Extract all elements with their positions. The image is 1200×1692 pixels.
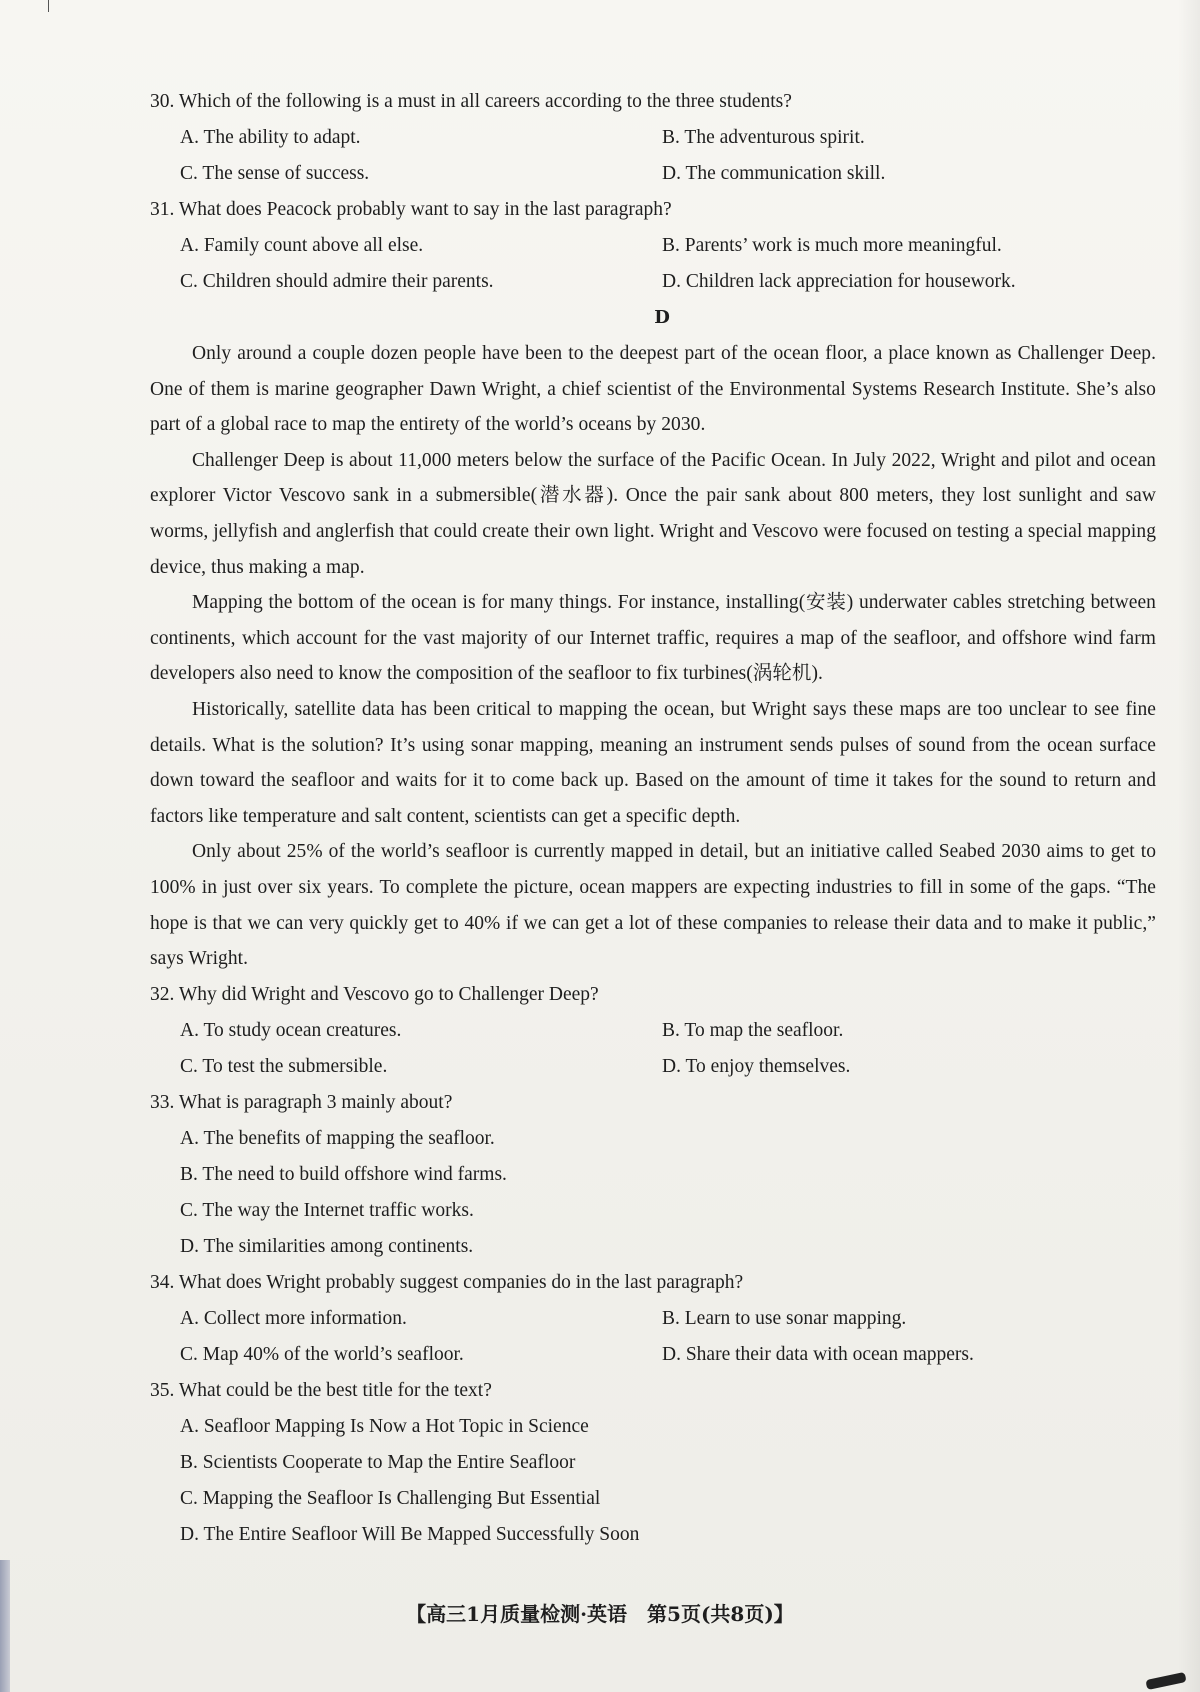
option-d: D. The communication skill. — [662, 163, 886, 184]
option-c: C. To test the submersible. — [180, 1055, 388, 1077]
passage-paragraph-2: Challenger Deep is about 11,000 meters below the surface of the Pacific Ocean. In July 2022, Wright and pilot and ocean explorer Victor Vescovo sank in a submersible(潜水器). Once the pair sank about 800 meters, they lost sunlight and saw worms, jellyfish and anglerfish that could create their own light. Wright and Vescovo were focused on testing a special mapping device, thus making a map. — [150, 449, 1156, 578]
option-d: D. The similarities among continents. — [180, 1235, 474, 1257]
passage-paragraph-5: Only about 25% of the world’s seafloor is currently mapped in detail, but an initiative called Seabed 2030 aims to get to 100% in just over six years. To complete the picture, ocean mappers are expecting industries to fill in some of the gaps. “The hope is that we can very quickly get to 40% if we can get a lot of these companies to release their data and to make it public,” says Wright. — [150, 841, 1156, 970]
question-stem: 34. What does Wright probably suggest companies do in the last paragraph? — [150, 1271, 744, 1293]
scan-mark — [48, 0, 49, 12]
option-c: C. The sense of success. — [180, 163, 370, 184]
option-b: B. Parents’ work is much more meaningful. — [662, 235, 1002, 256]
option-b: B. The need to build offshore wind farms. — [180, 1163, 507, 1185]
option-b: B. The adventurous spirit. — [662, 127, 865, 148]
question-stem: 32. Why did Wright and Vescovo go to Challenger Deep? — [150, 983, 599, 1005]
option-a: A. The benefits of mapping the seafloor. — [180, 1127, 495, 1149]
question-31 — [150, 192, 1156, 300]
page-footer: 【高三1月质量检测·英语 第5页(共8页)】 — [406, 1602, 794, 1626]
passage-paragraph-3: Mapping the bottom of the ocean is for many things. For instance, installing(安装) underwater cables stretching between continents, which account for the vast majority of our Internet traffic, requires a map of the seafloor, and offshore wind farm developers also need to know the composition of the seafloor to fix turbines(涡轮机). — [150, 592, 1156, 685]
question-34 — [150, 1265, 1156, 1373]
option-c: C. The way the Internet traffic works. — [180, 1199, 474, 1221]
option-c: C. Map 40% of the world’s seafloor. — [180, 1343, 464, 1365]
option-d: D. Share their data with ocean mappers. — [662, 1343, 974, 1365]
option-b: B. Learn to use sonar mapping. — [662, 1307, 907, 1329]
question-30 — [150, 84, 1156, 192]
option-c: C. Children should admire their parents. — [180, 271, 494, 292]
section-heading: D — [654, 307, 670, 328]
option-b: B. Scientists Cooperate to Map the Entire Seafloor — [180, 1451, 576, 1473]
page-shadow — [1178, 0, 1200, 1692]
question-32 — [150, 977, 1156, 1085]
option-a: A. Collect more information. — [180, 1307, 407, 1329]
exam-content — [150, 84, 1156, 1553]
option-d: D. To enjoy themselves. — [662, 1055, 851, 1077]
question-stem: 30. Which of the following is a must in all careers according to the three students? — [150, 91, 792, 112]
passage-paragraph-1: Only around a couple dozen people have been to the deepest part of the ocean floor, a place known as Challenger Deep. One of them is marine geographer Dawn Wright, a chief scientist of the Environmental Systems Research Institute. She’s also part of a global race to map the entirety of the world’s oceans by 2030. — [150, 343, 1156, 436]
option-a: A. Family count above all else. — [180, 235, 424, 256]
option-c: C. Mapping the Seafloor Is Challenging But Essential — [180, 1487, 601, 1509]
option-d: D. Children lack appreciation for housework. — [662, 271, 1016, 292]
option-b: B. To map the seafloor. — [662, 1019, 844, 1041]
option-a: A. The ability to adapt. — [180, 127, 361, 148]
question-stem: 35. What could be the best title for the text? — [150, 1379, 492, 1401]
option-a: A. To study ocean creatures. — [180, 1019, 402, 1041]
option-d: D. The Entire Seafloor Will Be Mapped Successfully Soon — [180, 1523, 640, 1545]
question-35 — [150, 1373, 1156, 1553]
question-stem: 33. What is paragraph 3 mainly about? — [150, 1091, 453, 1113]
question-33 — [150, 1085, 1156, 1265]
passage-paragraph-4: Historically, satellite data has been critical to mapping the ocean, but Wright says these maps are too unclear to see fine details. What is the solution? It’s using sonar mapping, meaning an instrument sends pulses of sound from the ocean surface down toward the seafloor and waits for it to come back up. Based on the amount of time it takes for the sound to return and factors like temperature and salt content, scientists can get a specific depth. — [150, 698, 1156, 827]
option-a: A. Seafloor Mapping Is Now a Hot Topic in Science — [180, 1415, 589, 1437]
question-stem: 31. What does Peacock probably want to say in the last paragraph? — [150, 199, 672, 220]
reading-passage — [150, 336, 1156, 977]
